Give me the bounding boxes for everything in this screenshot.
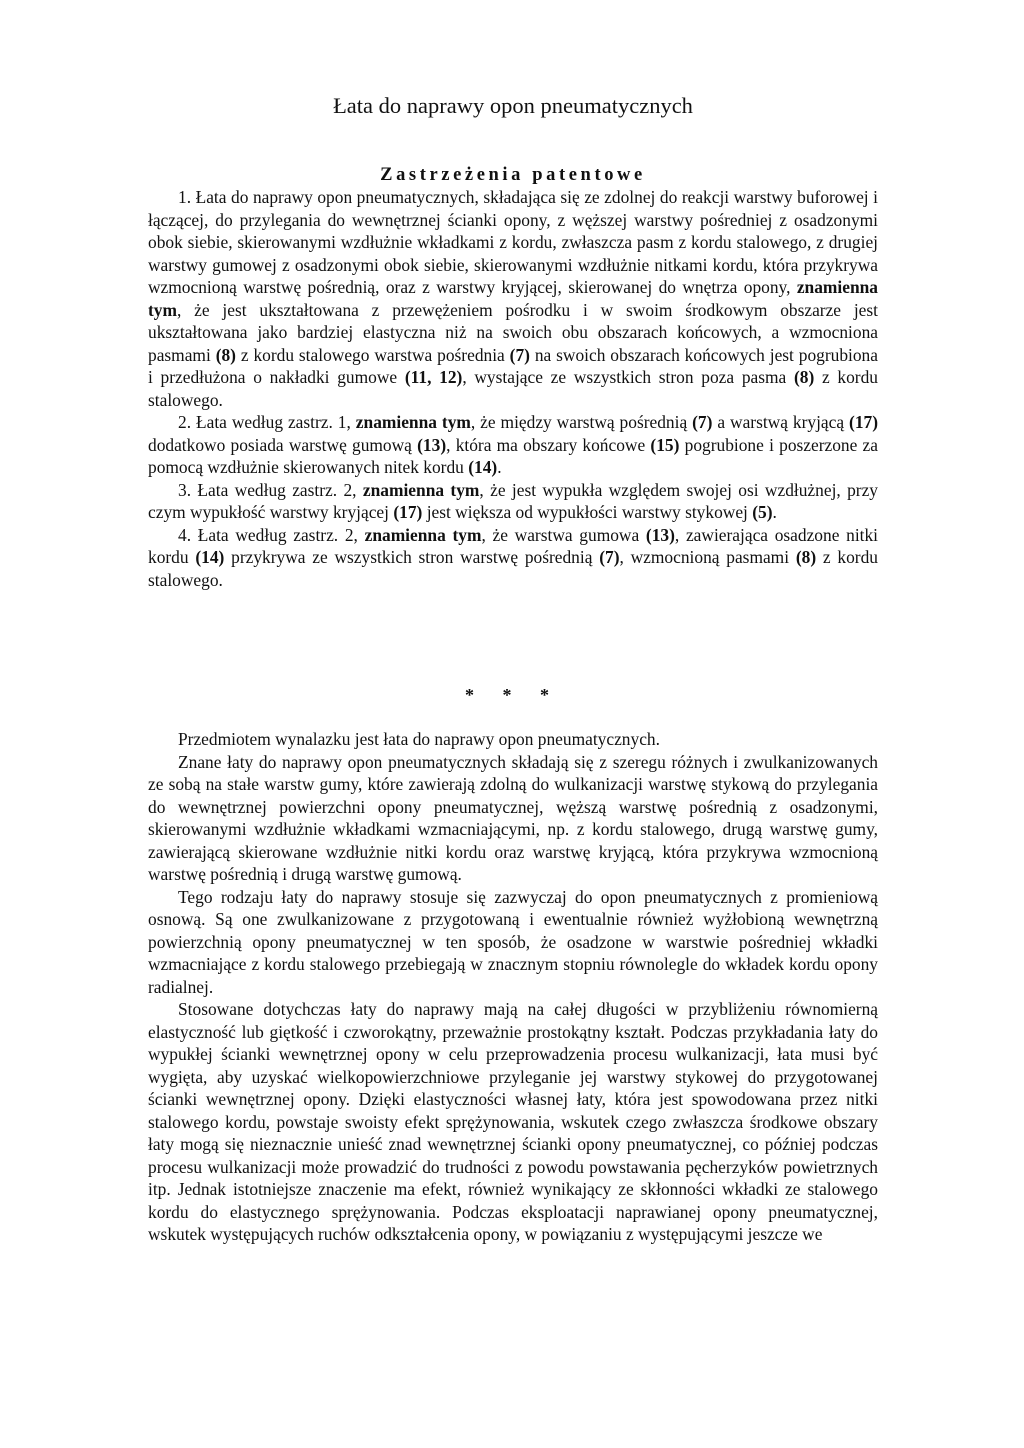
claim-1: 1. Łata do naprawy opon pneumatycznych, składająca się ze zdolnej do reakcji warstwy buforowej i łączącej, do przylegania do wewnętrznej ścianki opony, z węższej warstwy pośredniej z osadzonymi obok siebie, skierowanymi wzdłużnie wkładkami z kordu, zwłaszcza pasm z kordu stalowego, z drugiej warstwy gumowej z osadzonymi obok siebie, skierowanymi wzdłużnie nitkami kordu, która przykrywa wzmocnioną warstwę pośrednią, oraz z warstwy kryjącej, skierowanej do wnętrza opony, znamienna tym, że jest ukształtowana z przewężeniem pośrodku i w swoim środkowym obszarze jest ukształtowana jako bardziej elastyczna niż na swoich obu obszarach końcowych, a wzmocniona pasmami (8) z kordu stalowego warstwa pośrednia (7) na swoich obszarach końcowych jest pogrubiona i przedłużona o nakładki gumowe (11, 12), wystające ze wszystkich stron poza pasma (8) z kordu stalowego. xyxy=(148,187,878,410)
description-paragraph: Tego rodzaju łaty do naprawy stosuje się zazwyczaj do opon pneumatycznych z promieniową osnową. Są one zwulkanizowane z przygotowaną i ewentualnie również wyżłobioną wewnętrzną powierzchnią opony pneumatycznej w ten sposób, że osadzone w warstwie pośredniej wkładki wzmacniające z kordu stalowego przebiegają w znacznym stopniu równolegle do wkładek kordu opony radialnej. xyxy=(148,886,878,997)
claims-heading: Zastrzeżenia patentowe xyxy=(380,165,646,185)
description-section xyxy=(148,728,878,1246)
claim-keyword: znamienna tym xyxy=(148,277,878,320)
claim-3: 3. Łata według zastrz. 2, znamienna tym, że jest wypukła względem swojej osi wzdłużnej, przy czym wypukłość warstwy kryjącej (17) jest większa od wypukłości warstwy stykowej (5). xyxy=(148,479,879,522)
description-paragraph: Przedmiotem wynalazku jest łata do naprawy opon pneumatycznych. xyxy=(178,729,660,749)
document-title: Łata do naprawy opon pneumatycznych xyxy=(333,93,693,118)
description-paragraph: Stosowane dotychczas łaty do naprawy mają na całej długości w przybliżeniu równomierną elastyczność lub giętkość i czworokątny, przeważnie prostokątny kształt. Podczas przykładania łaty do wypukłej ścianki wewnętrznej opony w celu przeprowadzenia procesu wulkanizacji, łata musi być wygięta, aby uzyskać wielkopowierzchniowe przyleganie jej warstwy stykowej do przygotowanej ścianki wewnętrznej opony. Dzięki elastyczności własnej łaty, która jest spowodowana przez nitki stalowego kordu, powstaje swoisty efekt sprężynowania, wskutek czego zwłaszcza środkowe obszary łaty mogą się nieznacznie unieść znad wewnętrznej ścianki opony pneumatycznej, co później podczas procesu wulkanizacji może prowadzić do trudności z powodu powstawania pęcherzyków powietrznych itp. Jednak istotniejsze znaczenie ma efekt, również wynikający ze skłonności wkładki ze stalowego kordu do elastycznego sprężynowania. Podczas eksploatacji naprawianej opony pneumatycznej, wskutek występujących ruchów odkształcenia opony, w powiązaniu z występującymi jeszcze we xyxy=(148,999,878,1244)
claims-section xyxy=(148,186,878,591)
claim-keyword: znamienna tym xyxy=(362,479,480,500)
description-paragraph: Znane łaty do naprawy opon pneumatycznych składają się z szeregu różnych i zwulkanizowanych ze sobą na stałe warstw gumy, które zawierają zdolną do wulkanizacji warstwę stykową do przylegania do wewnętrznej powierzchni opony pneumatycznej, węższą warstwę pośrednią z osadzonymi, skierowanymi wzdłużnie wkładkami wzmacniającymi, np. z kordu stalowego, drugą warstwę gumy, zawierającą skierowane wzdłużnie nitki kordu oraz warstwę kryjącą, która przykrywa wzmocnioną warstwę pośrednią i drugą warstwę gumową. xyxy=(148,751,878,884)
claim-keyword: znamienna tym xyxy=(355,412,471,432)
claim-2: 2. Łata według zastrz. 1, znamienna tym, że między warstwą pośrednią (7) a warstwą kryjącą (17) dodatkowo posiada warstwę gumową (13), która ma obszary końcowe (15) pogrubione i poszerzone za pomocą wzdłużnie skierowanych nitek kordu (14). xyxy=(148,412,879,477)
section-separator: * * * xyxy=(465,685,561,705)
claim-4: 4. Łata według zastrz. 2, znamienna tym, że warstwa gumowa (13), zawierająca osadzone nitki kordu (14) przykrywa ze wszystkich stron warstwę pośrednią (7), wzmocnioną pasmami (8) z kordu stalowego. xyxy=(148,524,879,590)
claim-keyword: znamienna tym xyxy=(364,524,482,545)
